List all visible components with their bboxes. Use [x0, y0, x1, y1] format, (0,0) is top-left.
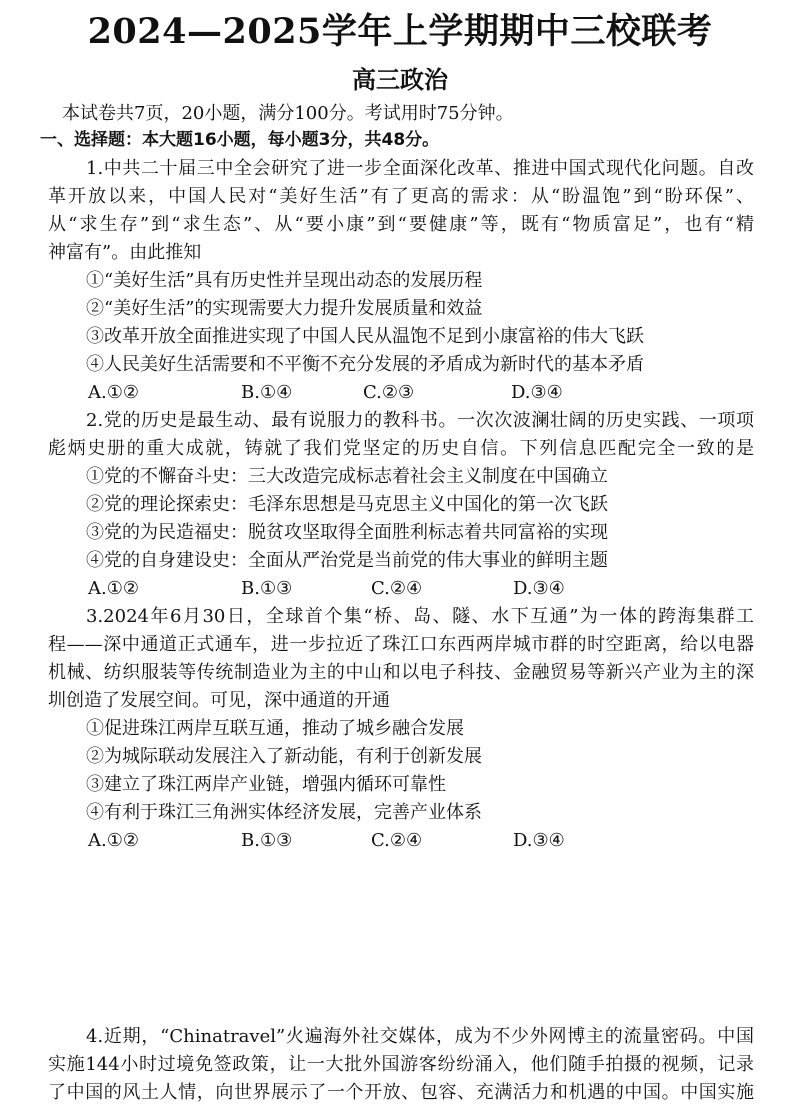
q3-choice-a[interactable]: A.①②: [88, 830, 139, 851]
q1-option: ①“美好生活”具有历史性并呈现出动态的发展历程: [86, 270, 483, 291]
q3-option: ③建立了珠江两岸产业链，增强内循环可靠性: [86, 774, 446, 795]
q2-choice-c[interactable]: C.②④: [371, 578, 423, 599]
q1-stem-line: 革开放以来，中国人民对“美好生活”有了更高的需求：从“盼温饱”到“盼环保”、: [48, 186, 754, 207]
q2-option: ①党的不懈奋斗史：三大改造完成标志着社会主义制度在中国确立: [86, 466, 608, 487]
q2-option: ②党的理论探索史：毛泽东思想是马克思主义中国化的第一次飞跃: [86, 494, 608, 515]
q3-stem-line: 圳创造了发展空间。可见，深中通道的开通: [48, 690, 390, 711]
exam-title: 2024—2025学年上学期期中三校联考: [87, 11, 713, 52]
q2-option: ③党的为民造福史：脱贫攻坚取得全面胜利标志着共同富裕的实现: [86, 522, 608, 543]
q2-stem-line: 2.党的历史是最生动、最有说服力的教科书。一次次波澜壮阔的历史实践、一项项: [86, 410, 754, 431]
q1-option: ②“美好生活”的实现需要大力提升发展质量和效益: [86, 298, 483, 319]
q1-stem-line: 从“求生存”到“求生态”、从“要小康”到“要健康”等，既有“物质富足”，也有“精: [48, 214, 754, 235]
q3-choice-b[interactable]: B.①③: [241, 830, 293, 851]
q4-stem-line: 实施144小时过境免签政策，让一大批外国游客纷纷涌入，他们随手拍摄的视频，记录: [48, 1054, 754, 1075]
q1-choice-a[interactable]: A.①②: [88, 382, 139, 403]
section-heading: 一、选择题：本大题16小题，每小题3分，共48分。: [40, 130, 440, 150]
q1-stem-line: 1.中共二十届三中全会研究了进一步全面深化改革、推进中国式现代化问题。自改: [86, 158, 754, 179]
q1-option: ④人民美好生活需要和不平衡不充分发展的矛盾成为新时代的基本矛盾: [86, 354, 644, 375]
q4-stem-line: 了中国的风土人情，向世界展示了一个开放、包容、充满活力和机遇的中国。中国实施: [48, 1082, 754, 1103]
q3-option: ①促进珠江两岸互联互通，推动了城乡融合发展: [86, 718, 464, 739]
q2-choice-b[interactable]: B.①③: [241, 578, 293, 599]
q3-stem-line: 程——深中通道正式通车，进一步拉近了珠江口东西两岸城市群的时空距离，给以电器: [48, 634, 754, 655]
q3-option: ④有利于珠江三角洲实体经济发展，完善产业体系: [86, 802, 482, 823]
q2-option: ④党的自身建设史：全面从严治党是当前党的伟大事业的鲜明主题: [86, 550, 608, 571]
q2-answer-choices: [88, 577, 688, 601]
q1-choice-b[interactable]: B.①④: [241, 382, 293, 403]
q1-choice-d[interactable]: D.③④: [511, 382, 563, 403]
q1-stem-line: 神富有”。由此推知: [48, 242, 202, 263]
q3-stem-line: 3.2024年6月30日，全球首个集“桥、岛、隧、水下互通”为一体的跨海集群工: [86, 606, 754, 627]
q2-choice-d[interactable]: D.③④: [513, 578, 565, 599]
q1-choice-c[interactable]: C.②③: [363, 382, 415, 403]
q3-choice-c[interactable]: C.②④: [371, 830, 423, 851]
q3-answer-choices: [88, 829, 688, 853]
q3-choice-d[interactable]: D.③④: [513, 830, 565, 851]
q3-stem-line: 机械、纺织服装等传统制造业为主的中山和以电子科技、金融贸易等新兴产业为主的深: [48, 662, 754, 683]
exam-subject: 高三政治: [352, 66, 448, 94]
q2-choice-a[interactable]: A.①②: [88, 578, 139, 599]
q4-stem-line: 4.近期，“Chinatravel”火遍海外社交媒体，成为不少外网博主的流量密码。中国: [86, 1026, 754, 1047]
exam-intro: 本试卷共7页，20小题，满分100分。考试用时75分钟。: [62, 103, 514, 124]
q2-stem-line: 彪炳史册的重大成就，铸就了我们党坚定的历史自信。下列信息匹配完全一致的是: [48, 438, 754, 459]
q1-answer-choices: [88, 381, 688, 405]
q1-option: ③改革开放全面推进实现了中国人民从温饱不足到小康富裕的伟大飞跃: [86, 326, 644, 347]
q3-option: ②为城际联动发展注入了新动能，有利于创新发展: [86, 746, 482, 767]
